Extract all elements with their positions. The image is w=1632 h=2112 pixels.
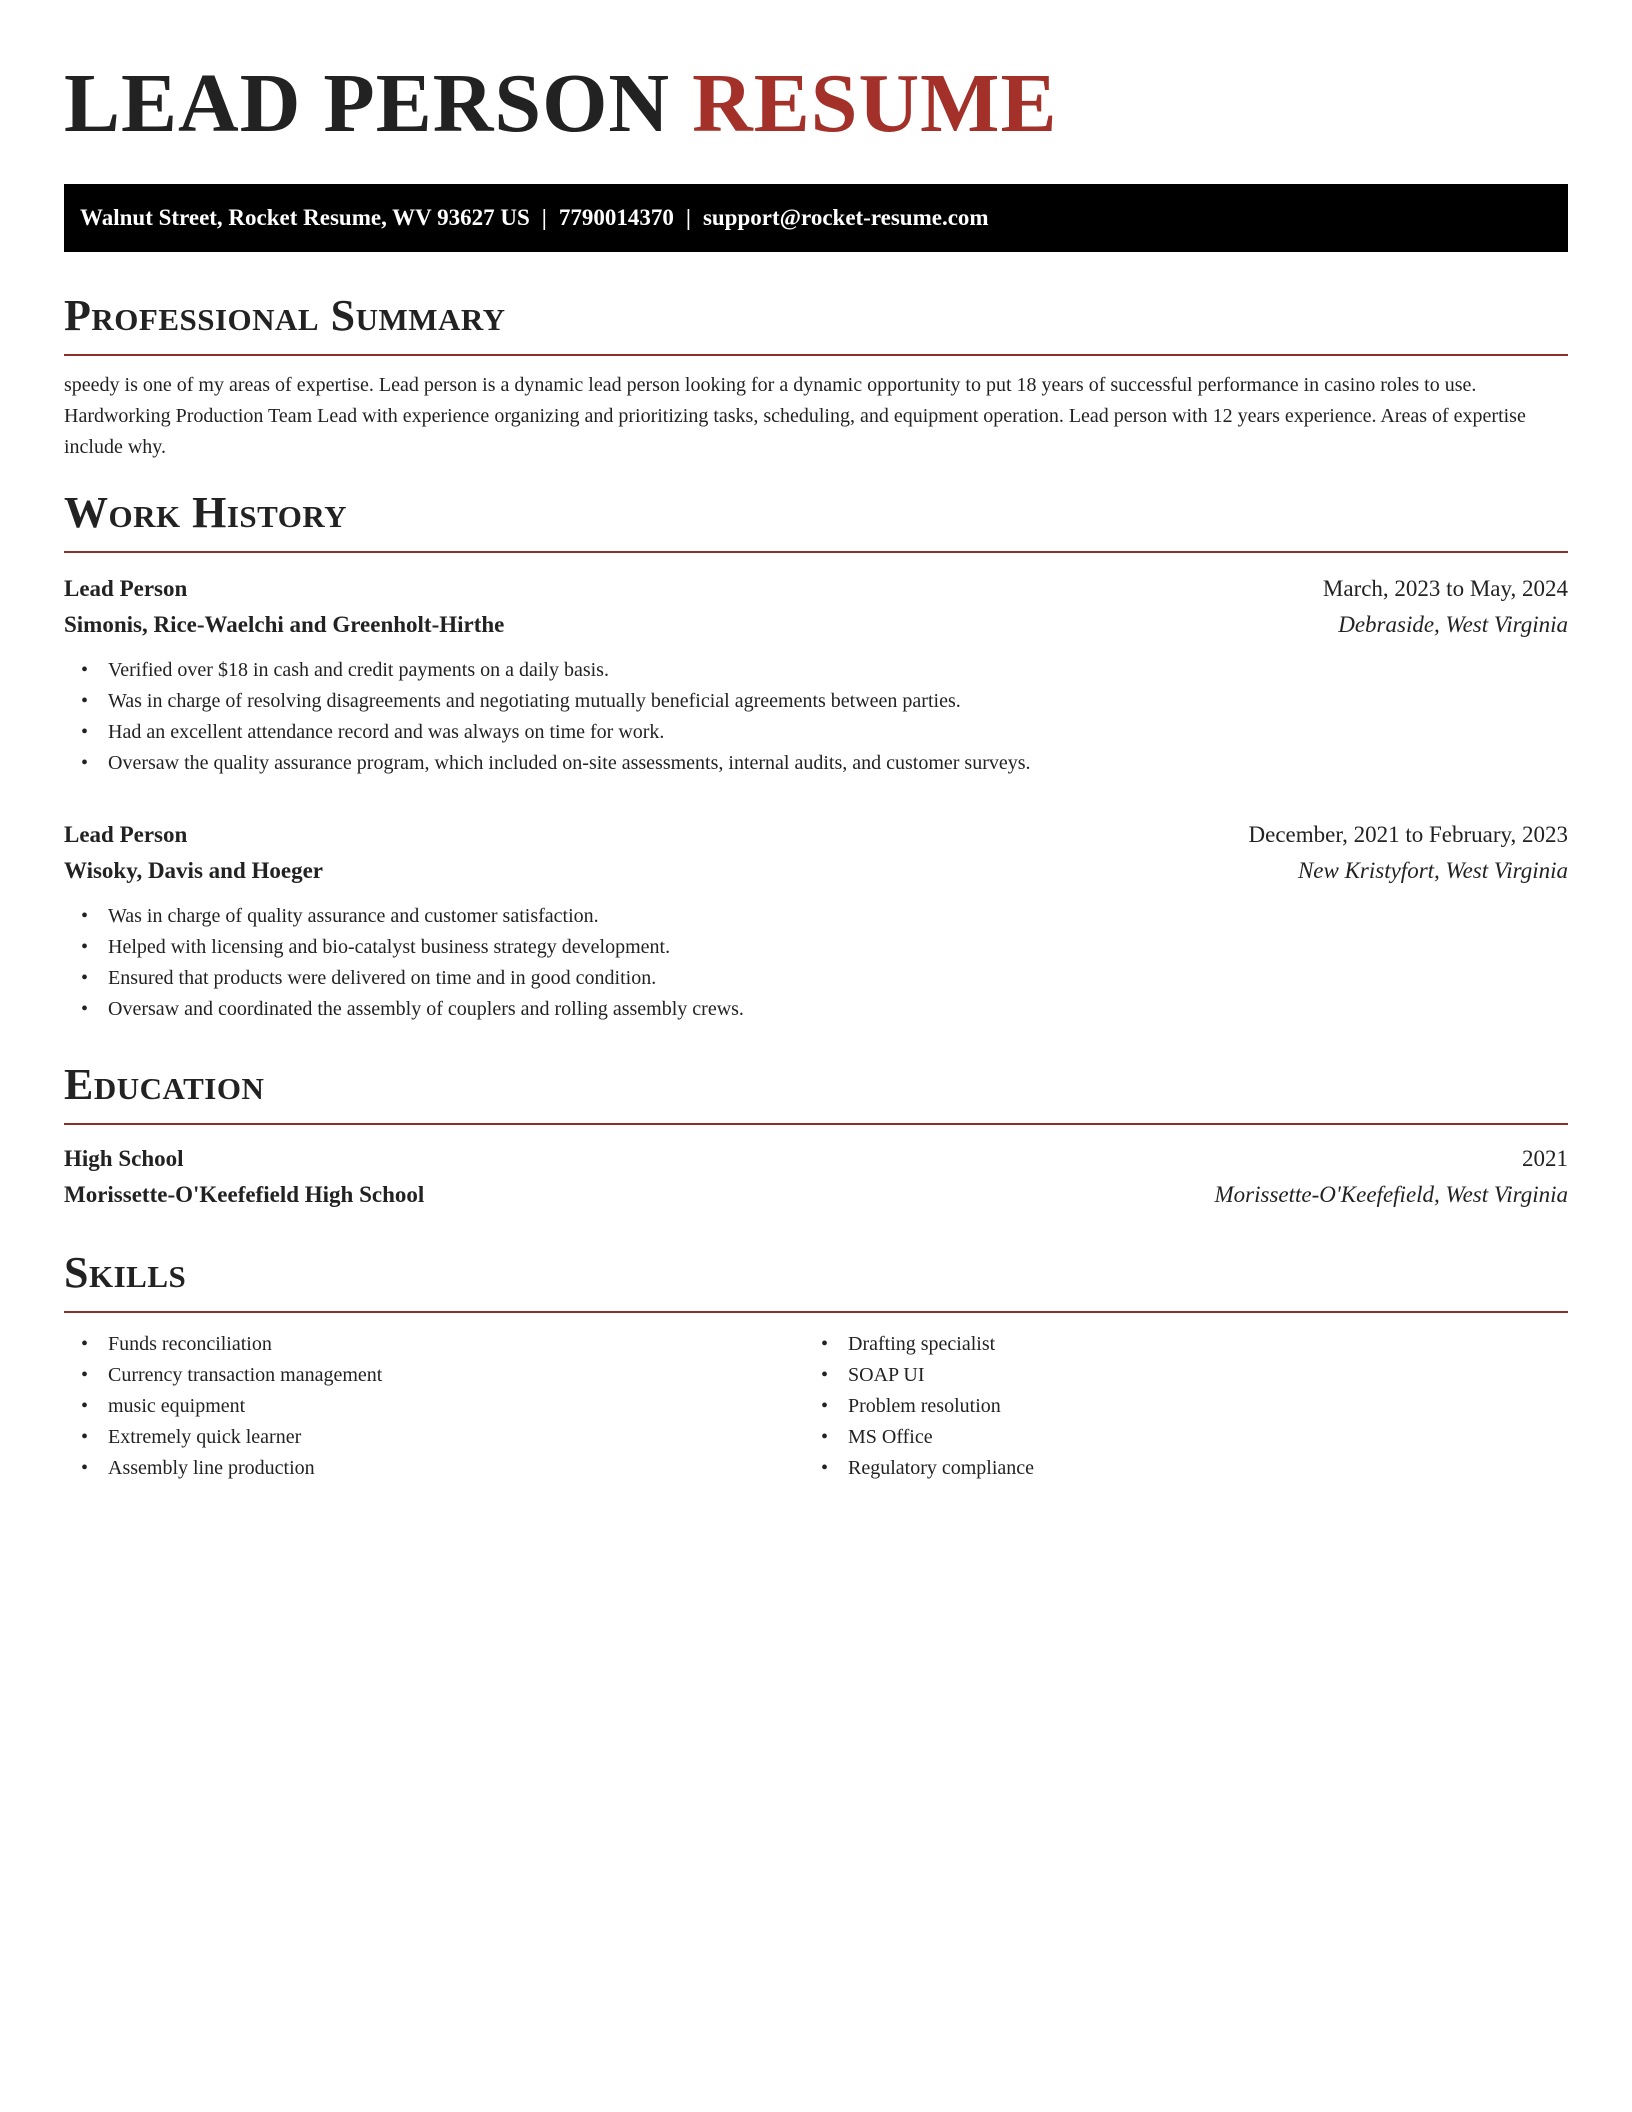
skills-list — [804, 1329, 1544, 1484]
job-duties — [64, 655, 1568, 779]
education-degree: High School — [64, 1146, 184, 1171]
job-location: Debraside, West Virginia — [1338, 612, 1568, 637]
contact-separator: | — [541, 205, 547, 230]
job-dates: December, 2021 to February, 2023 — [1248, 822, 1568, 847]
list-item: • Was in charge of resolving disagreements and negotiating mutually beneficial agreements between parties. — [108, 686, 1568, 717]
job-duties — [64, 901, 1568, 1025]
job-title: Lead Person — [64, 576, 188, 601]
section-divider — [64, 1311, 1568, 1313]
list-item: • Regulatory compliance — [848, 1453, 1544, 1484]
list-item: • Currency transaction management — [108, 1360, 804, 1391]
contact-separator: | — [685, 205, 691, 230]
job-entry — [64, 817, 1568, 1025]
list-item: • Verified over $18 in cash and credit payments on a daily basis. — [108, 655, 1568, 686]
list-item: • MS Office — [848, 1422, 1544, 1453]
list-item: • Had an excellent attendance record and was always on time for work. — [108, 717, 1568, 748]
summary-section — [64, 290, 1568, 463]
contact-bar — [64, 184, 1568, 252]
list-item: • Ensured that products were delivered on time and in good condition. — [108, 963, 1568, 994]
list-item: • music equipment — [108, 1391, 804, 1422]
list-item: • Oversaw the quality assurance program, which included on-site assessments, internal audits, and customer surveys. — [108, 748, 1568, 779]
title-accent: RESUME — [692, 57, 1058, 150]
list-item: • Assembly line production — [108, 1453, 804, 1484]
job-title: Lead Person — [64, 822, 188, 847]
list-item: • Drafting specialist — [848, 1329, 1544, 1360]
contact-phone: 7790014370 — [558, 205, 674, 230]
summary-text: speedy is one of my areas of expertise. Lead person is a dynamic lead person looking for a dynamic opportunity to put 18 years of successful performance in casino roles to use. Hardworking Production Team Lead with experience organizing and prioritizing tasks, scheduling, and equipment operation. Lead person with 12 years experience. Areas of expertise include why. — [64, 374, 1526, 458]
list-item: • Funds reconciliation — [108, 1329, 804, 1360]
summary-heading: Professional Summary — [64, 291, 506, 340]
job-entry — [64, 571, 1568, 779]
education-year: 2021 — [1522, 1146, 1568, 1171]
resume-page — [64, 0, 1568, 1484]
skills-section — [64, 1247, 1568, 1484]
contact-email: support@rocket-resume.com — [702, 205, 989, 230]
job-company: Simonis, Rice-Waelchi and Greenholt-Hirthe — [64, 612, 505, 637]
education-entry — [64, 1141, 1568, 1213]
work-history-section — [64, 487, 1568, 1025]
contact-address: Walnut Street, Rocket Resume, WV 93627 US — [80, 205, 530, 230]
education-heading: Education — [64, 1060, 265, 1109]
list-item: • Helped with licensing and bio-catalyst business strategy development. — [108, 932, 1568, 963]
skills-column-left — [64, 1329, 804, 1484]
job-company: Wisoky, Davis and Hoeger — [64, 858, 323, 883]
list-item: • Problem resolution — [848, 1391, 1544, 1422]
job-location: New Kristyfort, West Virginia — [1297, 858, 1568, 883]
job-dates: March, 2023 to May, 2024 — [1322, 576, 1568, 601]
section-divider — [64, 551, 1568, 553]
education-location: Morissette-O'Keefefield, West Virginia — [1214, 1182, 1568, 1207]
education-school: Morissette-O'Keefefield High School — [64, 1182, 425, 1207]
list-item: • Was in charge of quality assurance and customer satisfaction. — [108, 901, 1568, 932]
title-main: LEAD PERSON — [64, 57, 671, 150]
education-section — [64, 1059, 1568, 1213]
work-history-heading: Work History — [64, 488, 348, 537]
skills-column-right — [804, 1329, 1544, 1484]
skills-list — [64, 1329, 804, 1484]
skills-heading: Skills — [64, 1248, 187, 1297]
list-item: • Extremely quick learner — [108, 1422, 804, 1453]
section-divider — [64, 354, 1568, 356]
list-item: • SOAP UI — [848, 1360, 1544, 1391]
section-divider — [64, 1123, 1568, 1125]
list-item: • Oversaw and coordinated the assembly of couplers and rolling assembly crews. — [108, 994, 1568, 1025]
resume-title — [64, 0, 1568, 150]
skills-grid — [64, 1329, 1568, 1484]
